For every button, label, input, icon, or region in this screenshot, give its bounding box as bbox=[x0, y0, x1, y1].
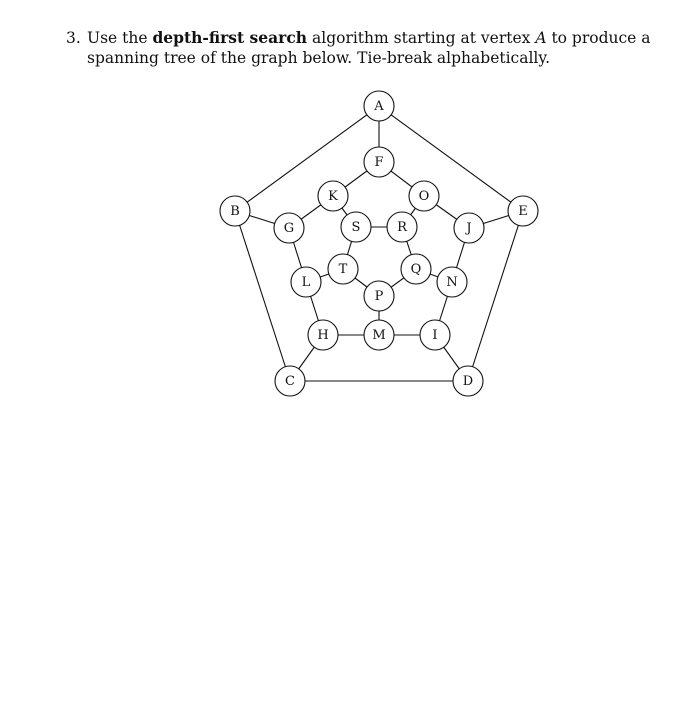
vertex-label: S bbox=[351, 220, 361, 235]
vertex-label: Q bbox=[410, 262, 422, 277]
vertex-label: T bbox=[338, 262, 348, 277]
vertex-label: N bbox=[446, 275, 458, 290]
vertex-f bbox=[364, 147, 394, 177]
edge-a-b bbox=[235, 106, 379, 211]
vertex-label: M bbox=[372, 328, 386, 343]
vertex-label: B bbox=[230, 204, 240, 219]
vertex-n bbox=[437, 267, 467, 297]
vertex-m bbox=[364, 320, 394, 350]
vertex-label: I bbox=[432, 328, 438, 343]
text-before: Use the bbox=[87, 29, 153, 47]
problem-number: 3. bbox=[66, 29, 81, 47]
vertex-l bbox=[291, 267, 321, 297]
vertex-i bbox=[420, 320, 450, 350]
start-vertex: A bbox=[535, 29, 547, 47]
vertex-label: P bbox=[374, 289, 384, 304]
vertex-t bbox=[328, 254, 358, 284]
vertex-g bbox=[274, 213, 304, 243]
vertex-label: J bbox=[466, 221, 472, 236]
vertex-label: A bbox=[374, 99, 384, 114]
vertex-h bbox=[308, 320, 338, 350]
bold-term: depth-first search bbox=[152, 28, 308, 47]
vertex-o bbox=[409, 181, 439, 211]
vertex-b bbox=[220, 196, 250, 226]
vertex-label: D bbox=[462, 374, 474, 389]
vertex-label: F bbox=[374, 155, 384, 170]
vertex-a bbox=[364, 91, 394, 121]
vertex-c bbox=[275, 366, 305, 396]
vertex-s bbox=[341, 212, 371, 242]
text-mid: algorithm starting at vertex bbox=[307, 29, 536, 47]
vertex-label: L bbox=[301, 275, 311, 290]
vertex-q bbox=[401, 254, 431, 284]
vertex-p bbox=[364, 281, 394, 311]
vertex-label: K bbox=[328, 189, 338, 204]
vertex-k bbox=[318, 181, 348, 211]
vertex-d bbox=[453, 366, 483, 396]
vertex-j bbox=[454, 213, 484, 243]
vertex-label: O bbox=[418, 189, 430, 204]
vertex-label: H bbox=[317, 328, 329, 343]
vertex-r bbox=[387, 212, 417, 242]
edge-a-e bbox=[379, 106, 523, 211]
vertex-label: C bbox=[285, 374, 295, 389]
vertex-label: R bbox=[397, 220, 407, 235]
vertex-e bbox=[508, 196, 538, 226]
vertex-label: E bbox=[518, 204, 528, 219]
text-after: to produce a spanning tree of the graph below. Tie-break alphabetically. bbox=[87, 29, 651, 67]
vertex-label: G bbox=[283, 221, 295, 236]
